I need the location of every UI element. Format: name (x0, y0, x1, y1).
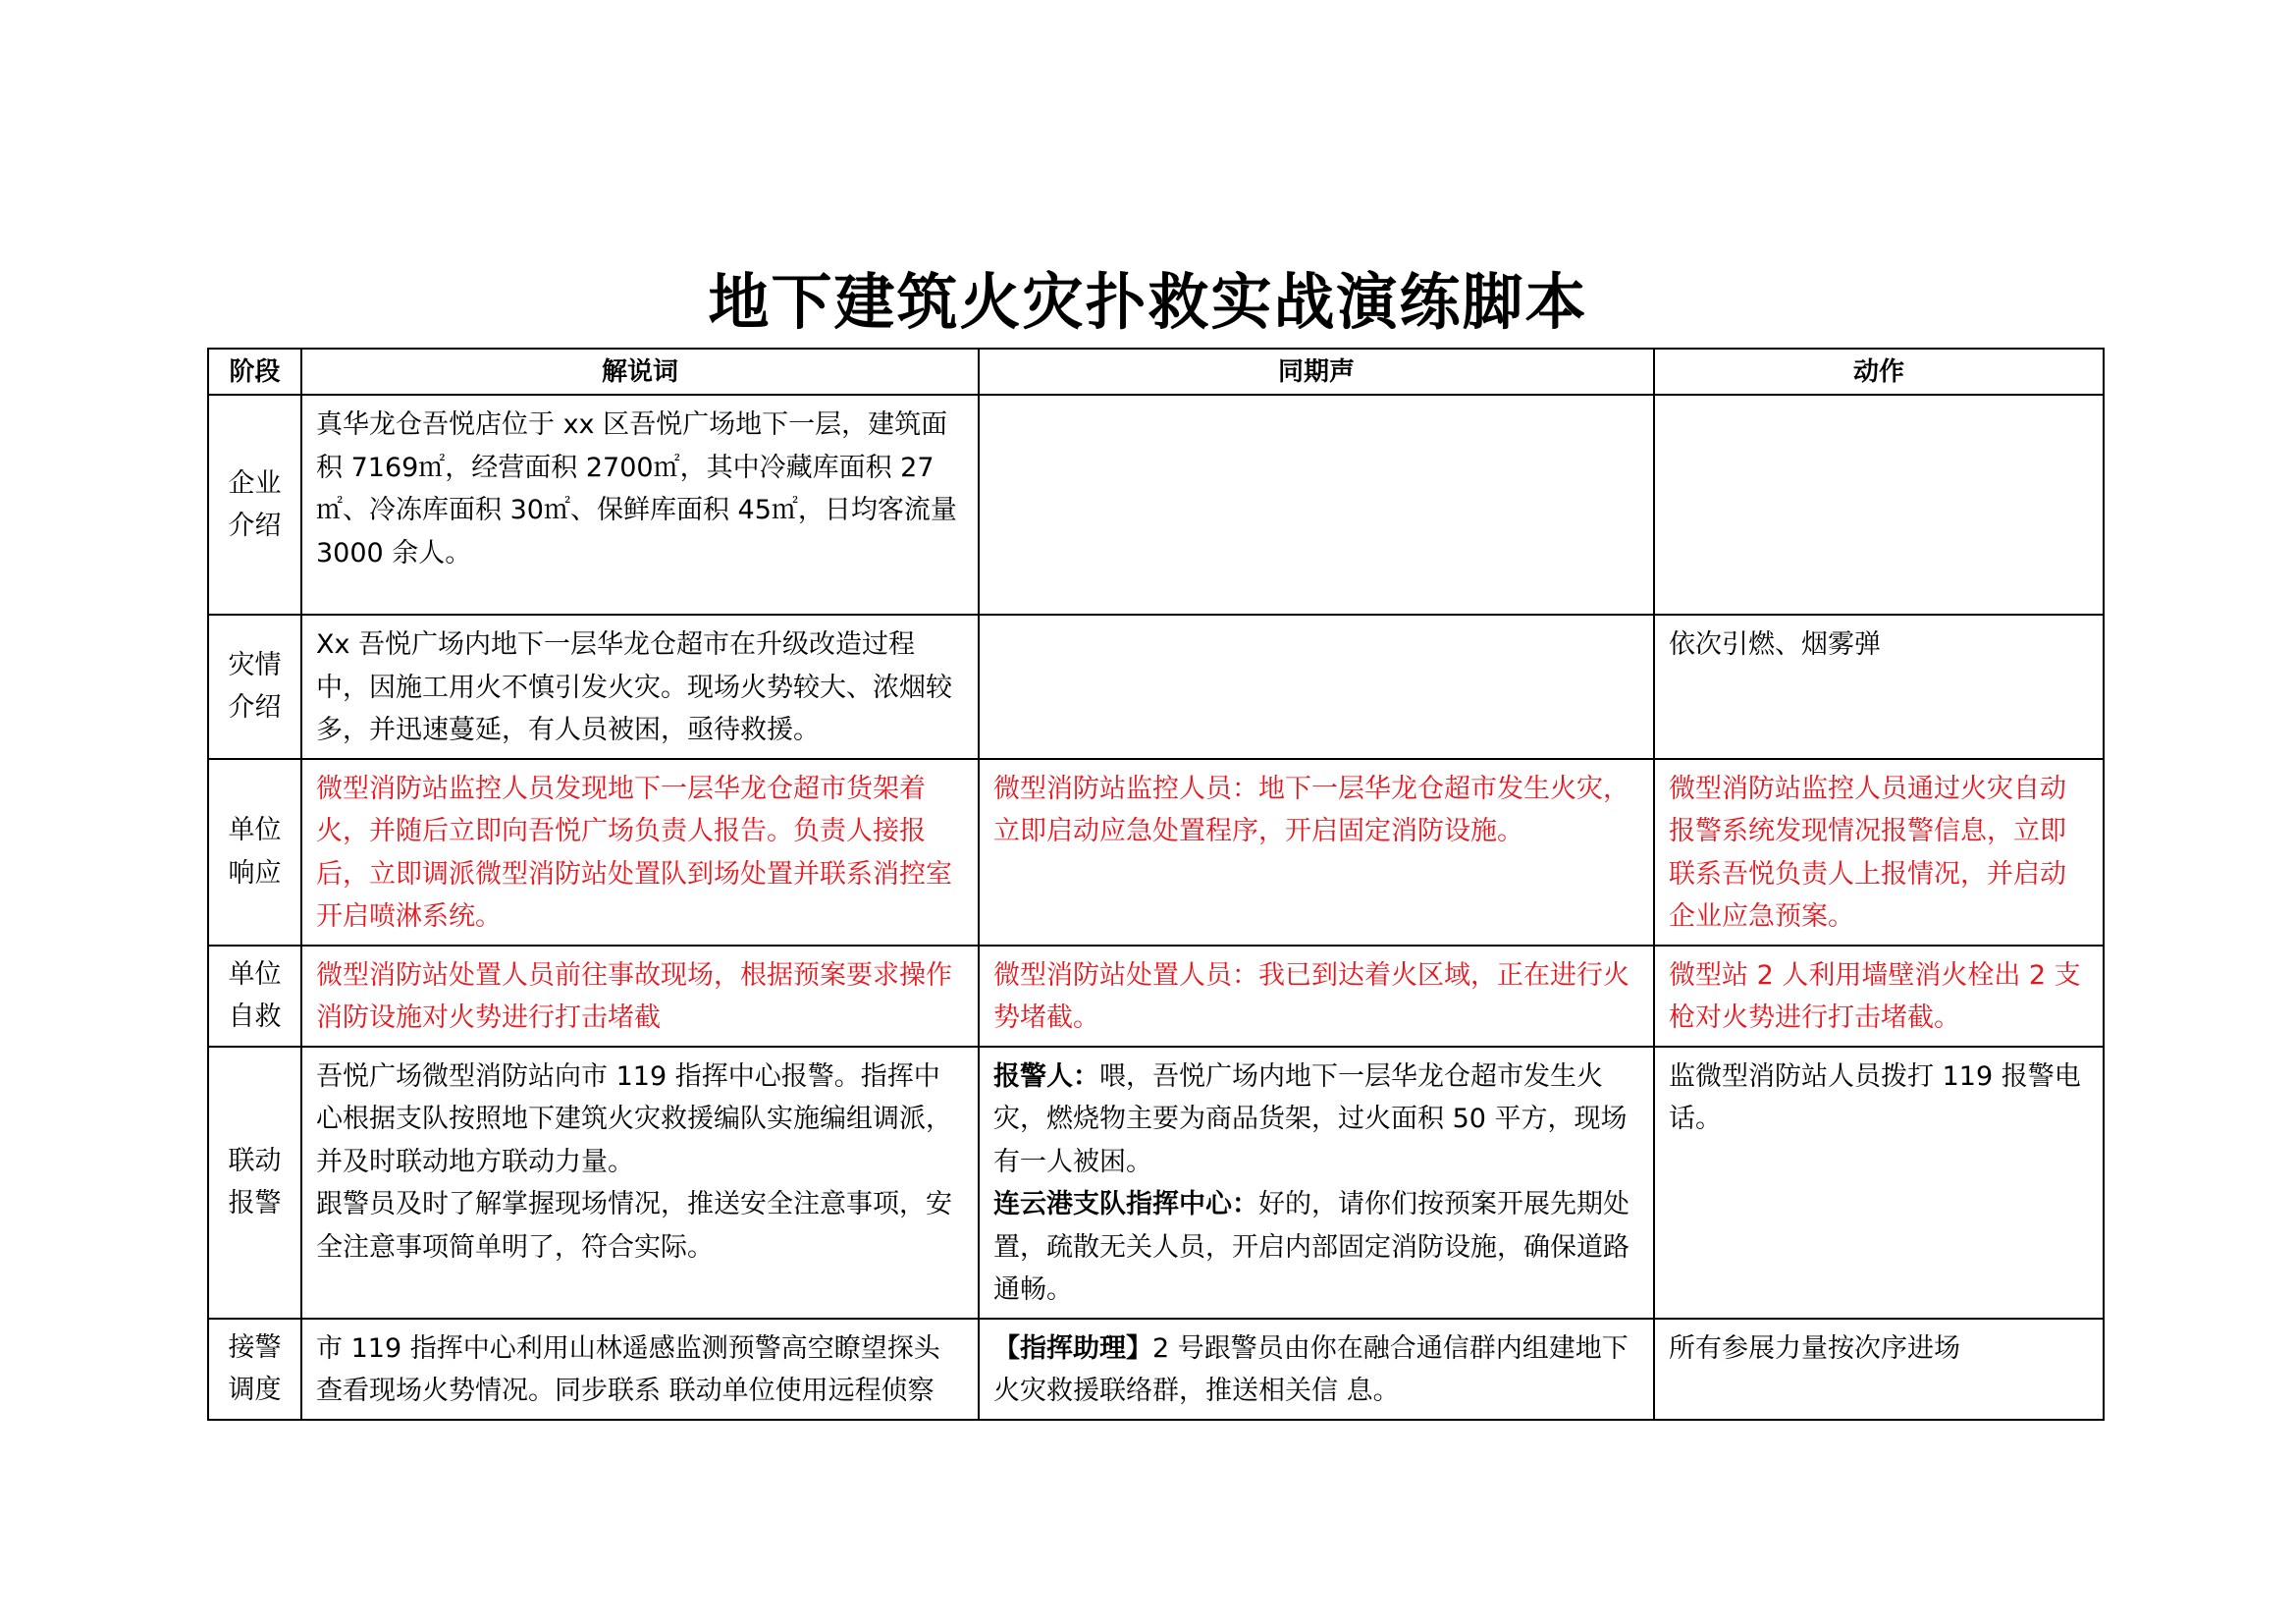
sync-sound-paragraph (993, 1327, 1639, 1413)
sync-sound-text: 微型消防站监控人员：地下一层华龙仓超市发生火灾，立即启动应急处置程序，开启固定消防设施。 (993, 773, 1629, 846)
narration-cell (301, 395, 979, 615)
action-text: 所有参展力量按次序进场 (1669, 1332, 1960, 1364)
sync-sound-cell (979, 395, 1654, 615)
action-text: 微型站 2 人利用墙壁消火栓出 2 支枪对火势进行打击堵截。 (1669, 959, 2081, 1033)
stage-line: 企业 (228, 467, 282, 499)
document-title: 地下建筑火灾扑救实战演练脚本 (708, 266, 1588, 338)
action-text: 微型消防站监控人员通过火灾自动报警系统发现情况报警信息，立即联系吾悦负责人上报情况，并启动企业应急预案。 (1669, 773, 2066, 932)
narration-cell (301, 946, 979, 1047)
table-row (208, 759, 2104, 946)
table-row (208, 1319, 2104, 1420)
narration-text: 跟警员及时了解掌握现场情况，推送安全注意事项，安全注意事项简单明了，符合实际。 (316, 1189, 952, 1263)
narration-text: 吾悦广场微型消防站向市 119 指挥中心报警。指挥中心根据支队按照地下建筑火灾救援编队实施编组调派，并及时联动地方联动力量。 (316, 1060, 952, 1177)
stage-line: 单位 (228, 958, 282, 990)
narration-text: 市 119 指挥中心利用山林遥感监测预警高空瞭望探头查看现场火势情况。同步联系 联动单位使用远程侦察 (316, 1332, 940, 1406)
header-narration: 解说词 (301, 349, 979, 395)
table-row (208, 1047, 2104, 1319)
header-action: 动作 (1654, 349, 2104, 395)
action-text: 监微型消防站人员拨打 119 报警电话。 (1669, 1060, 2081, 1134)
narration-text: 真华龙仓吾悦店位于 xx 区吾悦广场地下一层，建筑面积 7169㎡，经营面积 2700㎡，其中冷藏库面积 27㎡、冷冻库面积 30㎡、保鲜库面积 45㎡，日均客流量 3000 余人。 (316, 409, 957, 568)
sync-sound-text: 微型消防站处置人员：我已到达着火区域，正在进行火势堵截。 (993, 959, 1629, 1033)
stage-line: 接警 (228, 1331, 282, 1363)
narration-cell (301, 1319, 979, 1420)
stage-cell (208, 395, 301, 615)
header-sync-sound: 同期声 (979, 349, 1654, 395)
action-cell (1654, 1047, 2104, 1319)
stage-line: 报警 (228, 1188, 282, 1218)
action-text: 依次引燃、烟雾弹 (1669, 629, 1881, 660)
narration-text: 微型消防站监控人员发现地下一层华龙仓超市货架着火，并随后立即向吾悦广场负责人报告。负责人接报后，立即调派微型消防站处置队到场处置并联系消控室开启喷淋系统。 (316, 773, 952, 932)
action-cell (1654, 759, 2104, 946)
action-cell (1654, 1319, 2104, 1420)
sync-sound-cell (979, 946, 1654, 1047)
action-cell (1654, 946, 2104, 1047)
stage-line: 单位 (228, 815, 282, 845)
narration-text: Xx 吾悦广场内地下一层华龙仓超市在升级改造过程中，因施工用火不慎引发火灾。现场火势较大、浓烟较多，并迅速蔓延，有人员被困，亟待救援。 (316, 629, 952, 745)
speaker-label: 报警人： (993, 1060, 1099, 1092)
action-cell (1654, 615, 2104, 759)
stage-line: 调度 (228, 1375, 282, 1405)
drill-script-table (207, 348, 2105, 1421)
stage-line: 联动 (228, 1145, 282, 1176)
table-header-row (208, 349, 2104, 395)
narration-cell (301, 615, 979, 759)
stage-cell (208, 615, 301, 759)
sync-sound-paragraph (993, 1183, 1639, 1312)
speaker-text: 喂，吾悦广场内地下一层华龙仓超市发生火灾，燃烧物主要为商品货架，过火面积 50 平方，现场有一人被困。 (993, 1060, 1628, 1177)
sync-sound-cell (979, 615, 1654, 759)
table-row (208, 395, 2104, 615)
stage-line: 介绍 (228, 511, 282, 541)
header-stage: 阶段 (208, 349, 301, 395)
sync-sound-paragraph (993, 1056, 1639, 1184)
narration-cell (301, 1047, 979, 1319)
stage-cell (208, 946, 301, 1047)
action-cell (1654, 395, 2104, 615)
narration-cell (301, 759, 979, 946)
stage-cell (208, 1319, 301, 1420)
stage-line: 自救 (228, 1001, 282, 1032)
speaker-label: 【指挥助理】 (993, 1332, 1152, 1364)
sync-sound-cell (979, 1319, 1654, 1420)
table-row (208, 946, 2104, 1047)
speaker-text: 2 号跟警员由你在融合通信群内组建地下火灾救援联络群，推送相关信 息。 (993, 1332, 1629, 1406)
sync-sound-cell (979, 759, 1654, 946)
stage-line: 介绍 (228, 692, 282, 724)
table-row (208, 615, 2104, 759)
narration-text: 微型消防站处置人员前往事故现场，根据预案要求操作消防设施对火势进行打击堵截 (316, 959, 952, 1033)
stage-cell (208, 1047, 301, 1319)
speaker-text: 好的，请你们按预案开展先期处置，疏散无关人员，开启内部固定消防设施，确保道路通畅。 (993, 1189, 1629, 1305)
speaker-label: 连云港支队指挥中心： (993, 1189, 1258, 1219)
sync-sound-cell (979, 1047, 1654, 1319)
stage-cell (208, 759, 301, 946)
stage-line: 灾情 (228, 649, 282, 680)
stage-line: 响应 (228, 857, 282, 889)
